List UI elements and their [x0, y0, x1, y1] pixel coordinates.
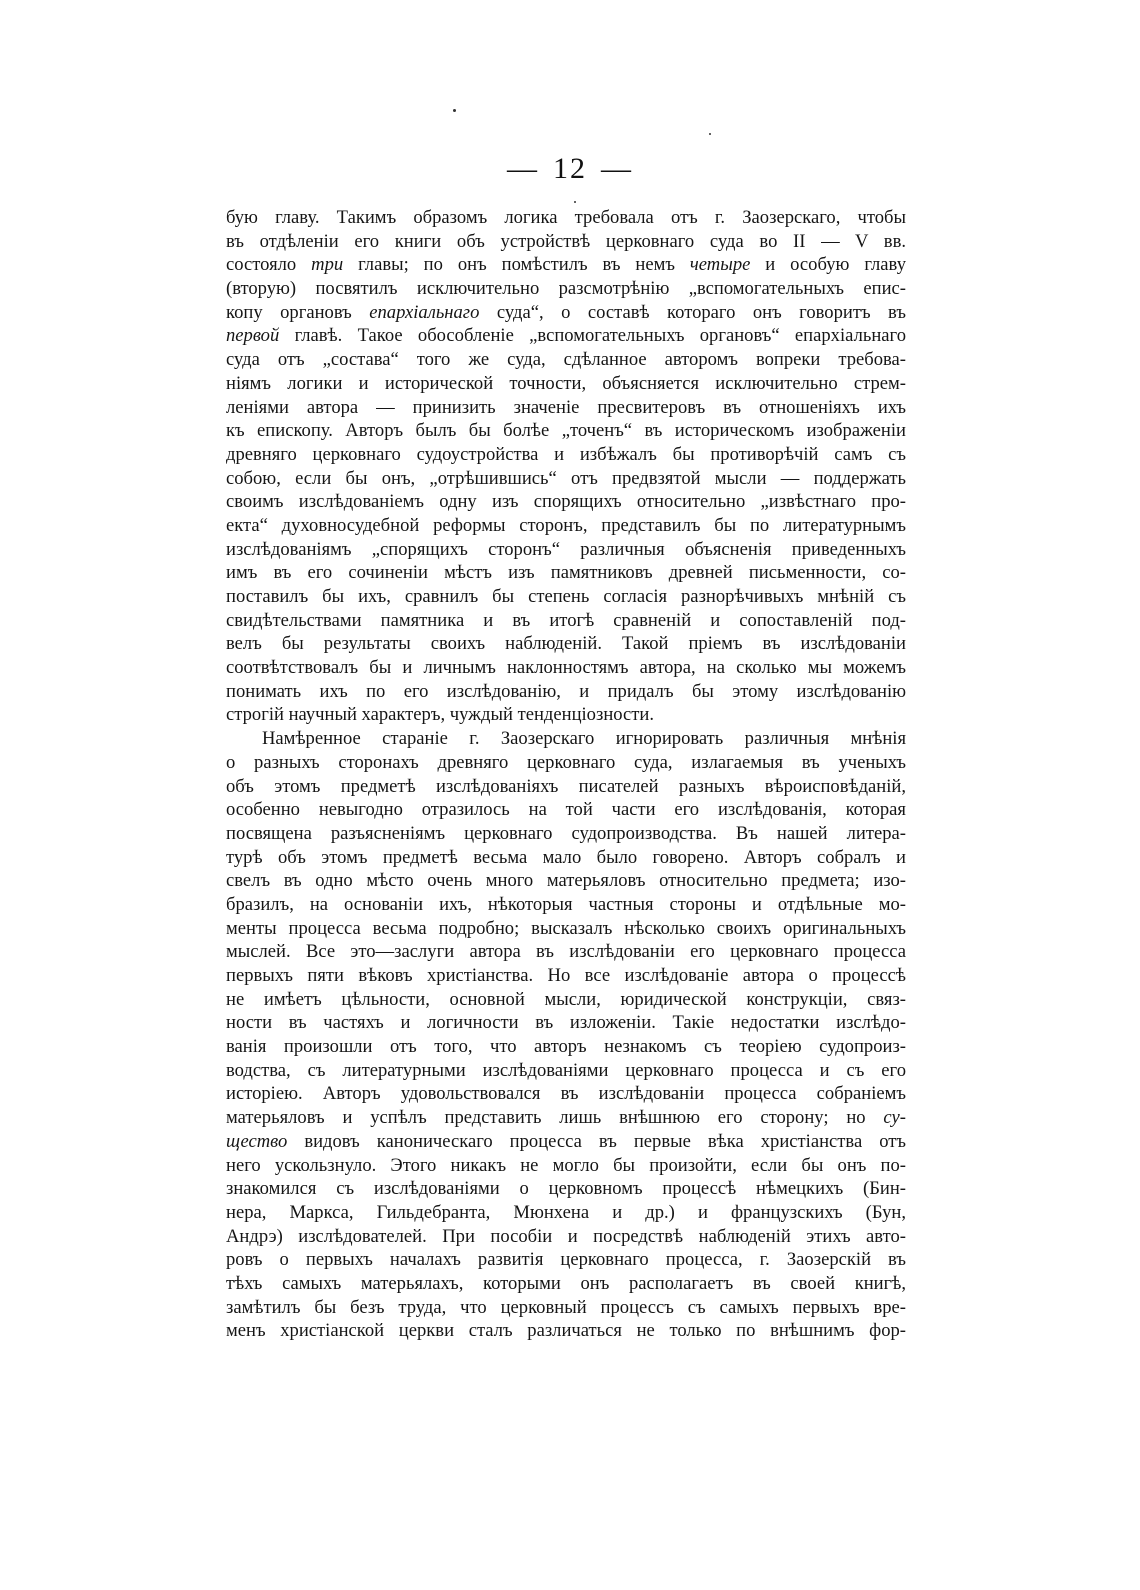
page-number-value: 12 — [553, 152, 587, 185]
text-line: мыслей. Все это—заслуги автора въ изслѣдованіи его церковнаго процесса — [226, 941, 906, 963]
text-line: соотвѣтствовалъ бы и личнымъ наклонностямъ автора, на сколько мы можемъ — [226, 657, 906, 679]
text-line: (вторую) посвятилъ исключительно разсмотрѣнію „вспомогательныхъ епис- — [226, 278, 906, 300]
text-line: бую главу. Такимъ образомъ логика требовала отъ г. Заозерскаго, чтобы — [226, 207, 906, 228]
print-speck — [709, 133, 711, 135]
text-line: менты процесса весьма подробно; высказалъ нѣсколько своихъ оригинальныхъ — [226, 917, 906, 939]
page-number-dash-left: — — [507, 152, 539, 185]
text-line: леніями автора — принизить значеніе пресвитеровъ въ отношеніяхъ ихъ — [226, 396, 906, 418]
text-line: древняго церковнаго судоустройства и избѣжалъ бы противорѣчій самъ съ — [226, 443, 906, 465]
text-line: свидѣтельствами памятника и въ итогѣ сравненій и сопоставленій под- — [226, 609, 906, 631]
text-line: не имѣетъ цѣльности, основной мысли, юридической конструкціи, связ- — [226, 988, 906, 1010]
text-line: изслѣдованіямъ „спорящихъ сторонъ“ различныя объясненія приведенныхъ — [226, 538, 906, 560]
italic-word: су- — [883, 1107, 906, 1129]
text-line: поставилъ бы ихъ, сравнилъ бы степень согласія разнорѣчивыхъ мнѣній съ — [226, 586, 906, 607]
text-segment: суда“, о составѣ котораго онъ говоритъ въ — [479, 301, 906, 323]
text-segment: главы; по онъ помѣстилъ въ немъ — [343, 254, 690, 276]
text-line: къ епископу. Авторъ былъ бы болѣе „точенъ“ въ историческомъ изображеніи — [226, 420, 906, 442]
text-line: понимать ихъ по его изслѣдованію, и придалъ бы этому изслѣдованію — [226, 680, 906, 702]
text-line: нера, Маркса, Гильдебранта, Мюнхена и др.) и французскихъ (Бун, — [226, 1201, 906, 1223]
text-segment: состояло — [226, 254, 312, 276]
italic-word: четыре — [689, 254, 751, 276]
text-line — [226, 301, 906, 325]
page-number-dash-right: — — [601, 152, 633, 185]
text-line: менъ христіанской церкви сталъ различаться не только по внѣшнимъ фор- — [226, 1320, 906, 1342]
text-line: особенно невыгодно отразилось на той части его изслѣдованія, которая — [226, 799, 906, 821]
text-line — [226, 1130, 906, 1154]
text-line: посвящена разъясненіямъ церковнаго судопроизводства. Въ нашей литера- — [226, 822, 906, 844]
text-line: бразилъ, на основаніи ихъ, нѣкоторыя частныя стороны и отдѣльные мо- — [226, 893, 906, 915]
text-line: ровъ о первыхъ началахъ развитія церковнаго процесса, г. Заозерскій въ — [226, 1249, 906, 1271]
text-line: водства, съ литературными изслѣдованіями церковнаго процесса и съ его — [226, 1059, 906, 1081]
text-line: имъ въ его сочиненіи мѣстъ изъ памятниковъ древней письменности, со- — [226, 562, 906, 584]
text-line: турѣ объ этомъ предметѣ весьма мало было говорено. Авторъ собралъ и — [226, 846, 906, 868]
text-segment: копу органовъ — [226, 301, 370, 323]
text-segment: матерьяловъ и успѣлъ представить лишь внѣшнюю его сторону; но — [226, 1107, 884, 1129]
text-line — [226, 1106, 906, 1130]
text-line: собою, если бы онъ, „отрѣшившись“ отъ предвзятой мысли — поддержать — [226, 467, 906, 489]
text-line: Намѣренное стараніе г. Заозерскаго игнорировать различныя мнѣнія — [262, 728, 906, 750]
italic-word: щество — [226, 1130, 288, 1152]
text-line: ности въ частяхъ и логичности въ изложеніи. Такіе недостатки изслѣдо- — [226, 1012, 906, 1034]
text-line: Андрэ) изслѣдователей. При пособіи и посредствѣ наблюденій этихъ авто- — [226, 1225, 906, 1247]
text-line: въ отдѣленіи его книги объ устройствѣ церковнаго суда во II — V вв. — [226, 230, 906, 252]
italic-word: первой — [226, 325, 280, 347]
text-line: него ускользнуло. Этого никакъ не могло бы произойти, если бы онъ по- — [226, 1154, 906, 1176]
text-line: строгій научный характеръ, чуждый тенденціозности. — [226, 704, 655, 726]
text-line: объ этомъ предметѣ изслѣдованіяхъ писателей разныхъ вѣроисповѣданій, — [226, 775, 906, 797]
text-line: екта“ духовносудебной реформы сторонъ, представилъ бы по литературнымъ — [226, 514, 906, 536]
italic-word: епархіальнаго — [369, 301, 480, 323]
text-line — [226, 253, 906, 277]
text-line — [226, 324, 906, 348]
text-line: ніямъ логики и исторической точности, объясняется исключительно стрем- — [226, 372, 906, 394]
page-number — [0, 152, 1140, 186]
text-line: свелъ въ одно мѣсто очень много матерьяловъ относительно предмета; изо- — [226, 870, 906, 892]
print-speck — [453, 109, 456, 112]
print-speck — [574, 201, 576, 203]
text-line: о разныхъ сторонахъ древняго церковнаго суда, излагаемыя въ ученыхъ — [226, 751, 906, 773]
text-line: суда отъ „состава“ того же суда, сдѣланное авторомъ вопреки требова- — [226, 349, 906, 371]
text-line: исторіею. Авторъ удовольствовался въ изслѣдованіи процесса собраніемъ — [226, 1083, 906, 1105]
text-line: тѣхъ самыхъ матерьялахъ, которыми онъ располагаетъ въ своей книгѣ, — [226, 1272, 906, 1294]
text-segment: главѣ. Такое обособленіе „вспомогательныхъ органовъ“ епархіальнаго — [279, 325, 906, 347]
text-segment: видовъ каноническаго процесса въ первые вѣка христіанства отъ — [287, 1130, 906, 1152]
text-line: велъ бы результаты своихъ наблюденій. Такой пріемъ въ изслѣдованіи — [226, 633, 906, 655]
text-segment: и особую главу — [750, 254, 906, 276]
italic-word: три — [311, 254, 344, 276]
text-line: знакомился съ изслѣдованіями о церковномъ процессѣ нѣмецкихъ (Бин- — [226, 1178, 906, 1200]
text-line: замѣтилъ бы безъ труда, что церковный процессъ съ самыхъ первыхъ вре- — [226, 1296, 906, 1318]
text-line: первыхъ пяти вѣковъ христіанства. Но все изслѣдованіе автора о процессѣ — [226, 965, 906, 986]
body-text — [226, 206, 906, 1343]
text-line: ванія произошли отъ того, что авторъ незнакомъ съ теоріею судопроиз- — [226, 1036, 906, 1058]
text-line: своимъ изслѣдованіемъ одну изъ спорящихъ относительно „извѣстнаго про- — [226, 491, 906, 513]
